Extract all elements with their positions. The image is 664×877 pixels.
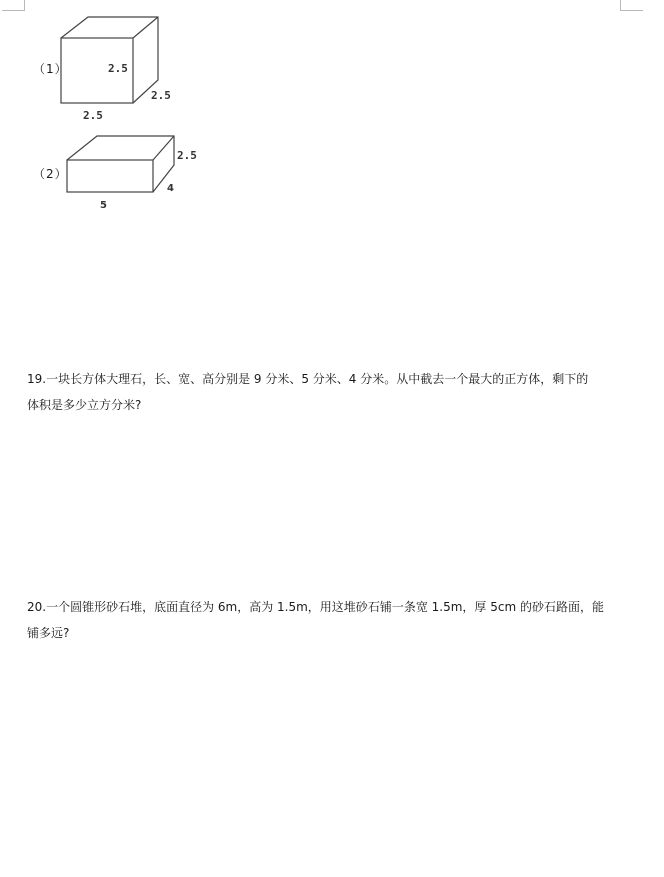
cuboid-front-face	[67, 160, 153, 192]
cuboid-top-right-edge	[153, 136, 174, 160]
question-19-line-1: 19.一块长方体大理石，长、宽、高分别是 9 分米、5 分米、4 分米。从中截去一个最大的正方体，剩下的	[27, 372, 589, 386]
cube-depth-label: 2.5	[151, 89, 171, 102]
question-19	[27, 366, 627, 418]
cuboid-width-label: 5	[100, 200, 107, 211]
cuboid-figure	[67, 136, 174, 192]
cuboid-back-edges	[67, 136, 174, 192]
cuboid-depth-label: 4	[167, 183, 174, 194]
figure-1-label: （1）	[33, 62, 68, 76]
question-20-line-2: 铺多远?	[27, 626, 70, 640]
cuboid-height-label: 2.5	[177, 149, 197, 162]
figures-drawing	[0, 0, 664, 230]
figure-2-label: （2）	[33, 167, 68, 181]
cube-figure	[61, 17, 158, 103]
cube-width-label: 2.5	[83, 109, 103, 122]
question-19-line-2: 体积是多少立方分米?	[27, 398, 142, 412]
cube-top-right-edge	[133, 17, 158, 38]
cube-height-label: 2.5	[108, 62, 128, 75]
question-20-line-1: 20.一个圆锥形砂石堆，底面直径为 6m，高为 1.5m，用这堆砂石铺一条宽 1.5m，厚 5cm 的砂石路面，能	[27, 600, 604, 614]
question-20	[27, 594, 627, 646]
